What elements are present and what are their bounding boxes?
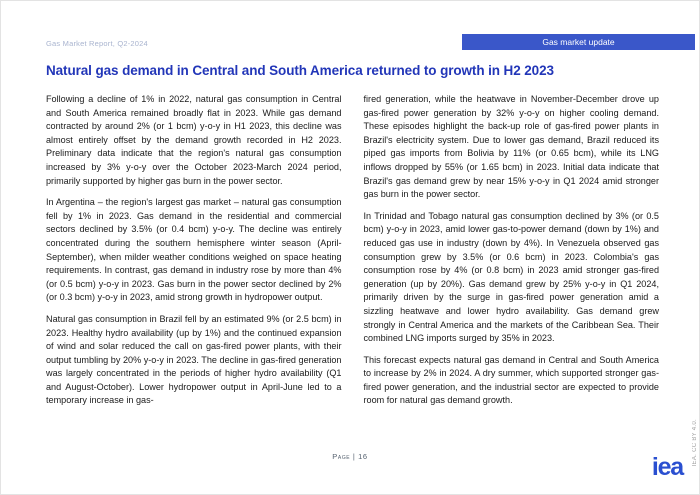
banner-label: Gas market update xyxy=(542,37,615,47)
page-number: Page | 16 xyxy=(332,452,368,461)
paragraph-region-overview: Following a decline of 1% in 2022, natural gas consumption in Central and South America remained broadly flat in 2023. While gas demand contracted by around 2% (or 1 bcm) y-o-y in H1 2023, this decline was almost entirely offset by the demand growth recorded in H2 2023. Preliminary data indicate that the region's natural gas consumption increased by 3% y-o-y over the October 2023-March 2024 period, primarily supported by higher gas burn in the power sector. xyxy=(46,94,342,186)
report-header-label: Gas Market Report, Q2-2024 xyxy=(46,39,148,48)
paragraph-argentina: In Argentina – the region's largest gas market – natural gas consumption fell by 1% in 2023. Gas demand in the residential and commercial sectors declined by 3.5% (or 0.4 bcm) y-o-y. The decline was entirely concentrated during the southern hemisphere winter season (April-September), when milder weather conditions weighed on space heating requirements. In contrast, gas demand in industry rose by more than 4% (or 0.5 bcm) y-o-y in 2023. Gas burn in the power sector declined by 2% (or 0.3 bcm) y-o-y in 2023, amid strong growth in hydropower output. xyxy=(46,197,342,303)
left-column xyxy=(46,93,342,416)
paragraph-forecast: This forecast expects natural gas demand in Central and South America to increase by 2% in 2024. A dry summer, which supported stronger gas-fired power generation, and the industrial sector are expected to provide room for natural gas demand growth. xyxy=(363,354,659,406)
right-column xyxy=(364,93,660,416)
gas-market-update-banner xyxy=(462,34,695,50)
iea-logo: iea xyxy=(651,453,683,481)
copyright-note: IEA. CC BY 4.0. xyxy=(692,418,698,466)
paragraph-trinidad-venezuela-colombia: In Trinidad and Tobago natural gas consumption declined by 3% (or 0.5 bcm) y-o-y in 2023, amid lower gas-to-power demand (down by 1%) and reduced gas use in industry (down by 4%). In Venezuela observed gas consumption grew by 3.5% (or 0.6 bcm) in 2023. Colombia's gas consumption rose by 4% (or 0.8 bcm) in 2023 amid stronger gas-fired generation (up by 20%). Gas demand grew by 25% y-o-y in Q1 2024, primarily driven by the surge in gas-fired power generation amid a sizzling heatwave and lower hydro availability. Gas demand grew strongly in Central America and the markets of the Caribbean Sea. Their combined LNG imports surged by 35% in 2023. xyxy=(363,210,659,344)
paragraph-brazil: Natural gas consumption in Brazil fell by an estimated 9% (or 2.5 bcm) in 2023. Healthy hydro availability (up by 1%) and the continued expansion of wind and solar reduced the call on gas-fired power plants, with their output tumbling by 20% y-o-y in 2023. The decline in gas-fired generation was largely concentrated in the periods of higher hydro availability (Q1 and August-October). Lower hydropower output in April-June led to a temporary increase in gas- xyxy=(46,313,342,406)
page-title: Natural gas demand in Central and South America returned to growth in H2 2023 xyxy=(46,63,554,78)
paragraph-brazil-continued: fired generation, while the heatwave in November-December drove up gas-fired power generation by 32% y-o-y on higher cooling demand. These episodes highlight the back-up role of gas-fired power plants in Brazil's electricity system. Due to lower gas demand, Brazil reduced its piped gas imports from Bolivia by 11% (or 0.65 bcm), while its LNG inflows dropped by 55% (or 1.65 bcm) in 2023. Initial data indicate that Brazil's gas demand grew by near 15% y-o-y in Q1 2024 amid stronger gas burn in the power sector. xyxy=(363,94,659,200)
body-columns xyxy=(46,93,659,416)
